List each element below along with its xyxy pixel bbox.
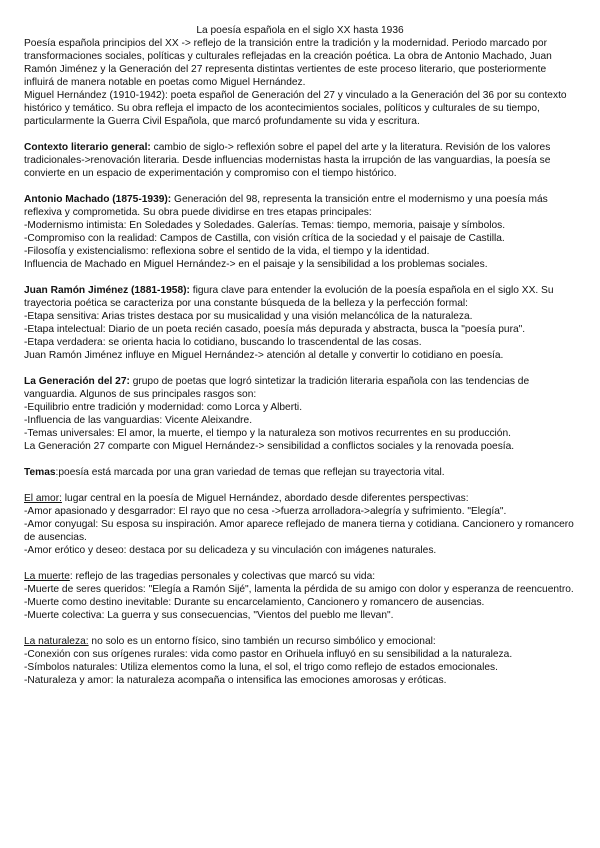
generacion-section	[24, 375, 576, 401]
list-item: -Modernismo intimista: En Soledades y Soledades. Galerías. Temas: tiempo, memoria, paisaje y símbolos.	[24, 220, 506, 231]
jimenez-text: figura clave para entender la evolución de la poesía española en el siglo XX. Su trayectoria poética se caracteriza por una constante búsqueda de la belleza y la perfección formal:	[24, 285, 554, 309]
machado-text: Generación del 98, representa la transición entre el modernismo y una poesía más reflexiva y comprometida. Su obra puede dividirse en tres etapas principales:	[24, 194, 548, 218]
list-item: -Amor conyugal: Su esposa su inspiración. Amor aparece reflejado de manera tierna y cotidiana. Cancionero y romancero de ausencias.	[24, 519, 574, 543]
list-item: -Etapa sensitiva: Arias tristes destaca por su musicalidad y una visión melancólica de la naturaleza.	[24, 311, 473, 322]
contexto-heading: Contexto literario general:	[24, 142, 151, 153]
temas-text: :poesía está marcada por una gran variedad de temas que reflejan su trayectoria vital.	[55, 467, 445, 478]
naturaleza-text: no solo es un entorno físico, sino también un recurso simbólico y emocional:	[88, 636, 436, 647]
temas-section	[24, 466, 576, 479]
spacer	[24, 180, 576, 193]
contexto-text: cambio de siglo-> reflexión sobre el papel del arte y la literatura. Revisión de los valores tradicionales->renovación literaria. Desde influencias modernistas hasta la irrupción de las vanguardias, la poesía se convierte en un espacio de experimentación y compromiso con el tiempo histórico.	[24, 142, 551, 179]
page-title: La poesía española en el siglo XX hasta 1936	[196, 25, 404, 36]
muerte-text: : reflejo de las tragedias personales y colectivas que marcó su vida:	[69, 571, 376, 582]
list-item: -Equilibrio entre tradición y modernidad: como Lorca y Alberti.	[24, 402, 303, 413]
amor-heading: El amor:	[24, 493, 62, 504]
list-item: -Amor erótico y deseo: destaca por su delicadeza y su vinculación con imágenes naturales.	[24, 545, 437, 556]
spacer	[24, 128, 576, 141]
machado-section	[24, 193, 576, 219]
list-item: Juan Ramón Jiménez influye en Miguel Hernández-> atención al detalle y convertir lo cotidiano en poesía.	[24, 350, 504, 361]
list-item: -Amor apasionado y desgarrador: El rayo que no cesa ->fuerza arrolladora->alegría y sufrimiento. "Elegía".	[24, 506, 507, 517]
list-item: -Conexión con sus orígenes rurales: vida como pastor en Orihuela influyó en su sensibilidad a la naturaleza.	[24, 649, 513, 660]
spacer	[24, 479, 576, 492]
hernandez-paragraph: Miguel Hernández (1910-1942): poeta español de Generación del 27 y vinculado a la Generación del 36 por su contexto histórico y temático. Su obra refleja el impacto de los acontecimientos sociales, políticos y culturales de su tiempo, particularmente la Guerra Civil Española, que marcó profundamente su vida y escritura.	[24, 90, 567, 127]
list-item: -Filosofía y existencialismo: reflexiona sobre el sentido de la vida, el tiempo y la identidad.	[24, 246, 430, 257]
list-item: -Compromiso con la realidad: Campos de Castilla, con visión crítica de la sociedad y el paisaje de Castilla.	[24, 233, 505, 244]
list-item: -Muerte colectiva: La guerra y sus consecuencias, "Vientos del pueblo me llevan".	[24, 610, 394, 621]
muerte-section	[24, 570, 576, 583]
list-item: Influencia de Machado en Miguel Hernández-> en el paisaje y la sensibilidad a los problemas sociales.	[24, 259, 488, 270]
naturaleza-section	[24, 635, 576, 648]
machado-heading: Antonio Machado (1875-1939):	[24, 194, 172, 205]
list-item: -Temas universales: El amor, la muerte, el tiempo y la naturaleza son motivos recurrentes en su producción.	[24, 428, 511, 439]
list-item: -Naturaleza y amor: la naturaleza acompaña o intensifica las emociones amorosas y eróticas.	[24, 675, 447, 686]
generacion-text: grupo de poetas que logró sintetizar la tradición literaria española con las tendencias de vanguardia. Algunos de sus principales rasgos son:	[24, 376, 530, 400]
jimenez-section	[24, 284, 576, 310]
spacer	[24, 453, 576, 466]
list-item: La Generación 27 comparte con Miguel Hernández-> sensibilidad a conflictos sociales y la renovada poesía.	[24, 441, 515, 452]
spacer	[24, 557, 576, 570]
spacer	[24, 271, 576, 284]
list-item: -Muerte de seres queridos: "Elegía a Ramón Sijé", lamenta la pérdida de su amigo con dolor y esperanza de reencuentro.	[24, 584, 574, 595]
list-item: -Símbolos naturales: Utiliza elementos como la luna, el sol, el trigo como reflejo de estados emocionales.	[24, 662, 498, 673]
jimenez-heading: Juan Ramón Jiménez (1881-1958):	[24, 285, 190, 296]
generacion-heading: La Generación del 27:	[24, 376, 130, 387]
spacer	[24, 362, 576, 375]
list-item: -Etapa verdadera: se orienta hacia lo cotidiano, buscando lo trascendental de las cosas.	[24, 337, 422, 348]
list-item: -Etapa intelectual: Diario de un poeta recién casado, poesía más depurada y abstracta, busca la "poesía pura".	[24, 324, 526, 335]
list-item: -Muerte como destino inevitable: Durante su encarcelamiento, Cancionero y romancero de ausencias.	[24, 597, 485, 608]
list-item: -Influencia de las vanguardias: Vicente Aleixandre.	[24, 415, 253, 426]
muerte-heading: La muerte	[24, 571, 70, 582]
contexto-section	[24, 141, 576, 180]
spacer	[24, 622, 576, 635]
amor-text: lugar central en la poesía de Miguel Hernández, abordado desde diferentes perspectivas:	[61, 493, 469, 504]
temas-heading: Temas	[24, 467, 56, 478]
naturaleza-heading: La naturaleza:	[24, 636, 89, 647]
document-page	[24, 24, 576, 687]
amor-section	[24, 492, 576, 505]
intro-paragraph: Poesía española principios del XX -> reflejo de la transición entre la tradición y la modernidad. Periodo marcado por transformaciones sociales, políticas y culturales reflejadas en la creación poética. La obra de Antonio Machado, Juan Ramón Jiménez y la Generación del 27 representa distintas vertientes de este proceso literario, que posteriormente influirá de manera notable en poetas como Miguel Hernández.	[24, 38, 552, 88]
